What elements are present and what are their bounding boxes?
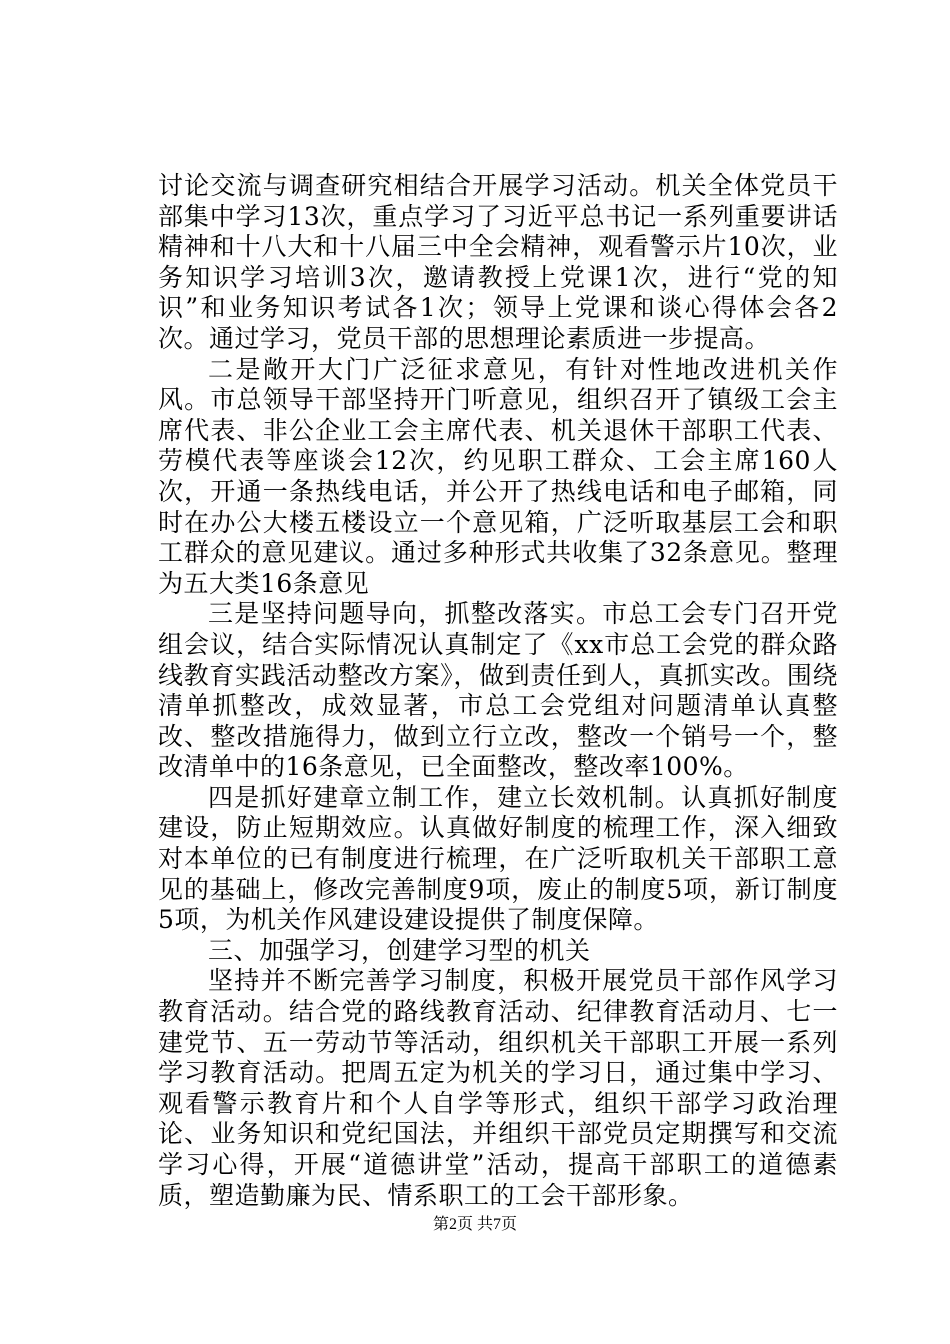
paragraph-learning-system: 坚持并不断完善学习制度，积极开展党员干部作风学习教育活动。结合党的路线教育活动、纪律教育活动月、七一建党节、五一劳动节等活动，组织机关干部职工开展一系列学习教育活动。把周五定为机关的学习日，通过集中学习、观看警示教育片和个人自学等形式，组织干部学习政治理论、业务知识和党纪国法，并组织干部党员定期撰写和交流学习心得，开展“道德讲堂”活动，提高干部职工的道德素质，塑造勤廉为民、情系职工的工会干部形象。 bbox=[158, 966, 838, 1210]
section-heading-learning-organization: 三、加强学习，创建学习型的机关 bbox=[208, 935, 591, 965]
page-number: 第2页 共7页 bbox=[432, 1216, 517, 1233]
page-footer bbox=[0, 1214, 950, 1236]
paragraph-study-activities: 讨论交流与调查研究相结合开展学习活动。机关全体党员干部集中学习13次，重点学习了习近平总书记一系列重要讲话精神和十八大和十八届三中全会精神，观看警示片10次，业务知识学习培训3次，邀请教授上党课1次，进行“党的知识”和业务知识考试各1次；领导上党课和谈心得体会各2次。通过学习，党员干部的思想理论素质进一步提高。 bbox=[158, 171, 838, 353]
paragraph-rectification: 三是坚持问题导向，抓整改落实。市总工会专门召开党组会议，结合实际情况认真制定了《xx市总工会党的群众路线教育实践活动整改方案》，做到责任到人，真抓实改。围绕清单抓整改，成效显著，市总工会党组对问题清单认真整改、整改措施得力，做到立行立改，整改一个销号一个，整改清单中的16条意见，已全面整改，整改率100%。 bbox=[158, 599, 838, 782]
paragraph-institution-building: 四是抓好建章立制工作，建立长效机制。认真抓好制度建设，防止短期效应。认真做好制度的梳理工作，深入细致对本单位的已有制度进行梳理，在广泛听取机关干部职工意见的基础上，修改完善制度9项，废止的制度5项，新订制度5项，为机关作风建设建设提供了制度保障。 bbox=[158, 782, 838, 935]
document-body bbox=[158, 171, 838, 1211]
paragraph-solicit-opinions: 二是敞开大门广泛征求意见，有针对性地改进机关作风。市总领导干部坚持开门听意见，组织召开了镇级工会主席代表、非公企业工会主席代表、机关退休干部职工代表、劳模代表等座谈会12次，约见职工群众、工会主席160人次，开通一条热线电话，并公开了热线电话和电子邮箱，同时在办公大楼五楼设立一个意见箱，广泛听取基层工会和职工群众的意见建议。通过多种形式共收集了32条意见。整理为五大类16条意见 bbox=[158, 354, 838, 598]
